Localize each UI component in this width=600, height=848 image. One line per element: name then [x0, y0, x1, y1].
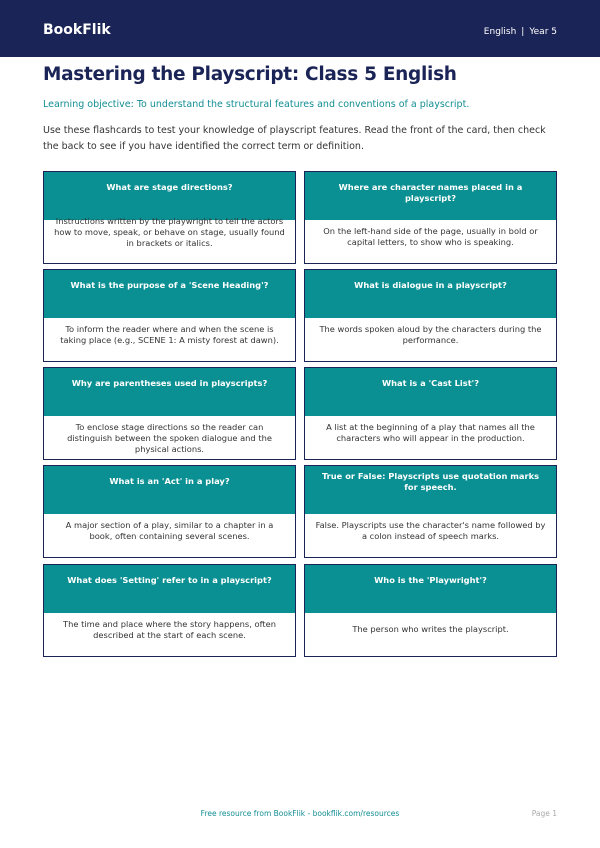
card-back: The person who writes the playscript. [352, 624, 509, 634]
flashcard[interactable] [304, 269, 557, 362]
flashcard[interactable] [304, 171, 557, 264]
card-front: Who is the 'Playwright'? [305, 565, 556, 613]
flashcard[interactable] [304, 564, 557, 657]
intro-text: Use these flashcards to test your knowledge of playscript features. Read the front of the card, then check the back to see if you have identified the correct term or definition. [43, 125, 546, 152]
flashcard[interactable] [43, 465, 296, 558]
page-title: Mastering the Playscript: Class 5 English [43, 64, 457, 85]
card-back: To inform the reader where and when the scene is taking place (e.g., SCENE 1: A misty forest at dawn). [60, 324, 279, 345]
card-back: The time and place where the story happens, often described at the start of each scene. [63, 619, 276, 640]
card-front: What are stage directions? [44, 172, 295, 220]
card-back: A major section of a play, similar to a chapter in a book, often containing several scenes. [65, 520, 274, 541]
card-front: Where are character names placed in a playscript? [305, 172, 556, 220]
card-front: What is the purpose of a 'Scene Heading'? [44, 270, 295, 318]
card-front: What is dialogue in a playscript? [305, 270, 556, 318]
header-meta [484, 27, 557, 37]
meta-separator: | [521, 27, 525, 37]
card-front: True or False: Playscripts use quotation marks for speech. [305, 466, 556, 514]
card-back: On the left-hand side of the page, usually in bold or capital letters, to show who is speaking. [323, 226, 538, 247]
flashcard[interactable] [43, 564, 296, 657]
footer-resource-link[interactable]: Free resource from BookFlik - bookflik.com/resources [200, 809, 400, 818]
card-front: What is a 'Cast List'? [305, 368, 556, 416]
card-front: What is an 'Act' in a play? [44, 466, 295, 514]
subject-label: English [483, 27, 517, 37]
flashcard[interactable] [304, 367, 557, 460]
learning-objective: Learning objective: To understand the structural features and conventions of a playscript. [43, 99, 470, 110]
card-back: To enclose stage directions so the reader can distinguish between the spoken dialogue and the physical actions. [67, 422, 272, 454]
card-front: What does 'Setting' refer to in a playscript? [44, 565, 295, 613]
flashcard[interactable] [43, 171, 296, 264]
flashcard[interactable] [304, 465, 557, 558]
card-back: False. Playscripts use the character's name followed by a colon instead of speech marks. [315, 520, 546, 541]
card-front: Why are parentheses used in playscripts? [44, 368, 295, 416]
card-back: The words spoken aloud by the characters during the performance. [319, 324, 542, 345]
header-bar [0, 0, 600, 57]
card-back: Instructions written by the playwright to tell the actors how to move, speak, or behave on stage, usually found in brackets or italics. [54, 216, 285, 248]
flashcard[interactable] [43, 269, 296, 362]
brand-logo[interactable]: BookFlik [43, 22, 111, 38]
page-number: Page 1 [531, 809, 557, 818]
card-back: A list at the beginning of a play that names all the characters who will appear in the production. [326, 422, 535, 443]
year-label: Year 5 [529, 27, 557, 37]
flashcard[interactable] [43, 367, 296, 460]
